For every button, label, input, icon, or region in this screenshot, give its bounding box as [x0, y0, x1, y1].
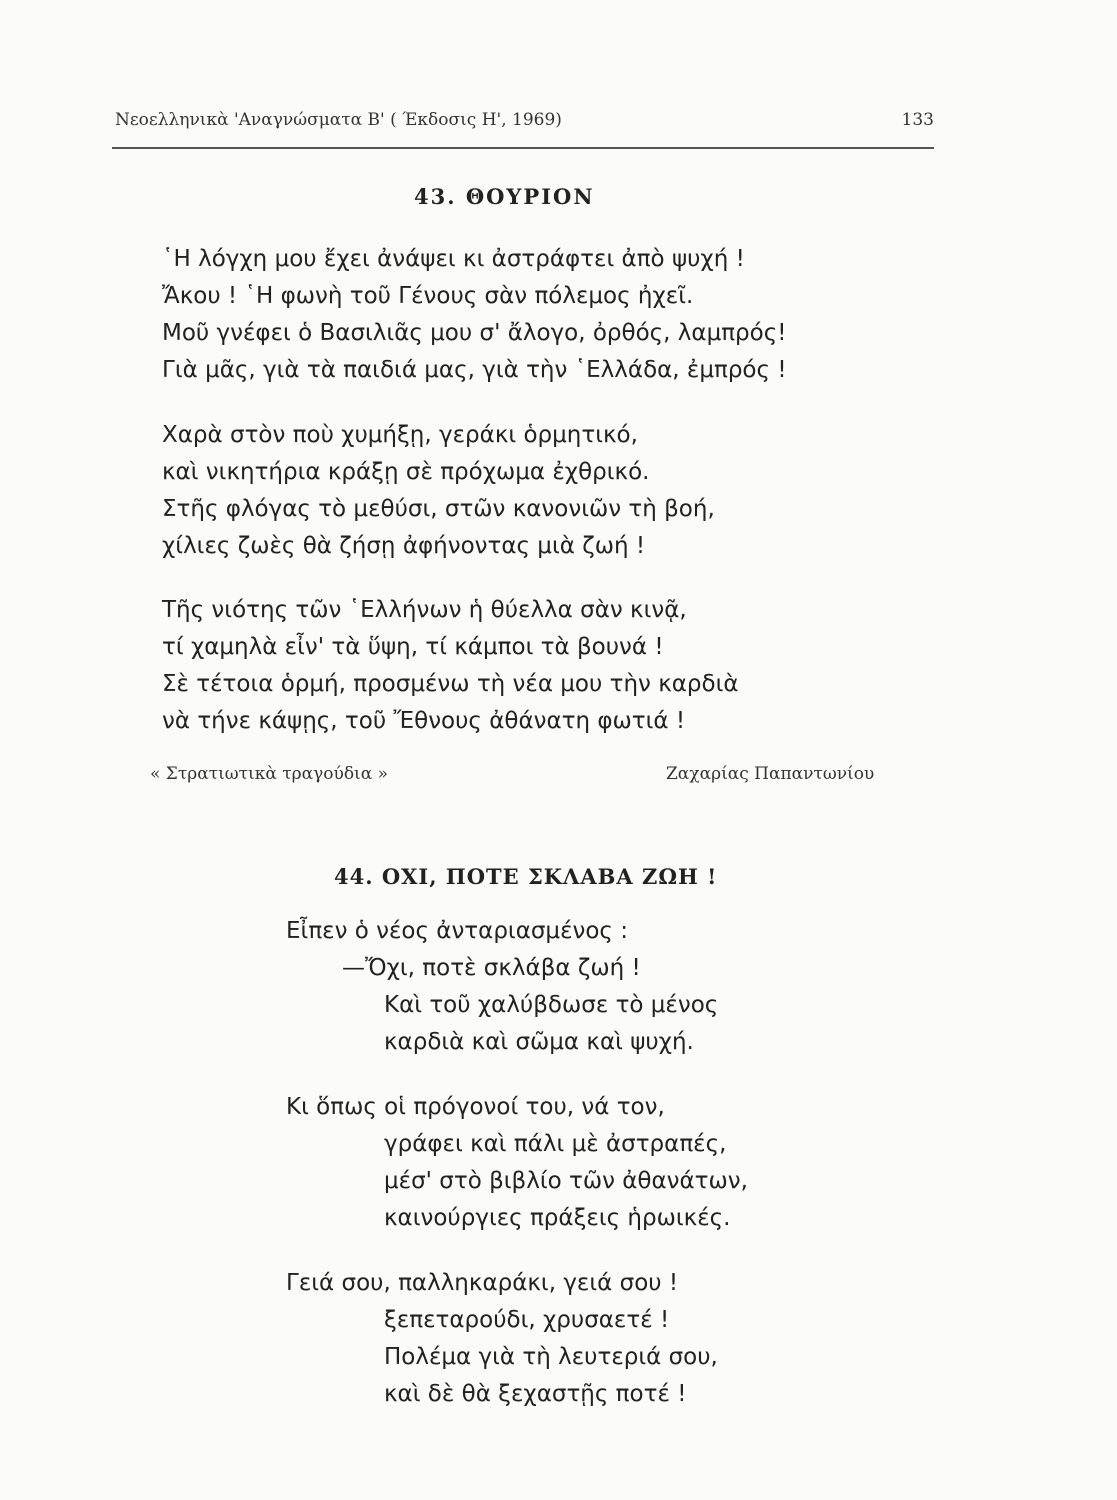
verse-line: Εἶπεν ὁ νέος ἀνταριασμένος :	[286, 918, 628, 944]
verse-line: Πολέμα γιὰ τὴ λευτεριά σου,	[384, 1344, 718, 1370]
verse-line: μέσ' στὸ βιβλίο τῶν ἀθανάτων,	[384, 1168, 748, 1194]
verse-line: Τῆς νιότης τῶν ῾Ελλήνων ἡ θύελλα σὰν κινᾷ,	[162, 597, 687, 623]
verse-line: Καὶ τοῦ χαλύβδωσε τὸ μένος	[384, 992, 719, 1018]
verse-line: Μοῦ γνέφει ὁ Βασιλιᾶς μου σ' ἄλογο, ὀρθός, λαμπρός!	[162, 320, 787, 346]
page-number: 133	[901, 110, 934, 130]
verse-line: καινούργιες πράξεις ἡρωικές.	[384, 1205, 731, 1231]
poem-43-title: 43. ΘΟΥΡΙΟΝ	[414, 184, 595, 209]
header-rule	[112, 147, 934, 149]
verse-line: τί χαμηλὰ εἶν' τὰ ὕψη, τί κάμποι τὰ βουνά !	[162, 634, 664, 660]
poem-44-title: 44. ΟΧΙ, ΠΟΤΕ ΣΚΛΑΒΑ ΖΩΗ !	[334, 864, 718, 889]
verse-line: Χαρὰ στὸν ποὺ χυμήξῃ, γεράκι ὁρμητικό,	[162, 422, 638, 448]
verse-line: Κι ὅπως οἱ πρόγονοί του, νά τον,	[286, 1094, 665, 1120]
running-title: Νεοελληνικὰ 'Αναγνώσματα Β' ( Έκδοσις Η', 1969)	[115, 110, 562, 130]
verse-line: καὶ νικητήρια κράξῃ σὲ πρόχωμα ἐχθρικό.	[162, 459, 650, 485]
poem-43-source: « Στρατιωτικὰ τραγούδια »	[150, 764, 389, 784]
poem-43-author: Ζαχαρίας Παπαντωνίου	[666, 764, 875, 784]
verse-line: Ἄκου ! ῾Η φωνὴ τοῦ Γένους σὰν πόλεμος ἠχεῖ.	[162, 283, 694, 309]
verse-line: —Ὄχι, ποτὲ σκλάβα ζωή !	[342, 955, 641, 981]
verse-line: καὶ δὲ θὰ ξεχαστῇς ποτέ !	[384, 1381, 687, 1407]
verse-line: ῾Η λόγχη μου ἔχει ἀνάψει κι ἀστράφτει ἀπὸ ψυχή !	[162, 246, 745, 272]
verse-line: Γιὰ μᾶς, γιὰ τὰ παιδιά μας, γιὰ τὴν ῾Ελλάδα, ἐμπρός !	[162, 357, 787, 383]
verse-line: γράφει καὶ πάλι μὲ ἀστραπές,	[384, 1131, 727, 1157]
page-header	[112, 108, 934, 138]
verse-line: Γειά σου, παλληκαράκι, γειά σου !	[286, 1270, 679, 1296]
verse-line: καρδιὰ καὶ σῶμα καὶ ψυχή.	[384, 1029, 694, 1055]
verse-line: Στῆς φλόγας τὸ μεθύσι, στῶν κανονιῶν τὴ βοή,	[162, 496, 715, 522]
verse-line: ξεπεταρούδι, χρυσαετέ !	[384, 1307, 670, 1333]
verse-line: νὰ τήνε κάψῃς, τοῦ Ἔθνους ἀθάνατη φωτιά !	[162, 708, 686, 734]
verse-line: χίλιες ζωὲς θὰ ζήσῃ ἀφήνοντας μιὰ ζωή !	[162, 533, 646, 559]
verse-line: Σὲ τέτοια ὁρμή, προσμένω τὴ νέα μου τὴν καρδιὰ	[162, 671, 739, 697]
